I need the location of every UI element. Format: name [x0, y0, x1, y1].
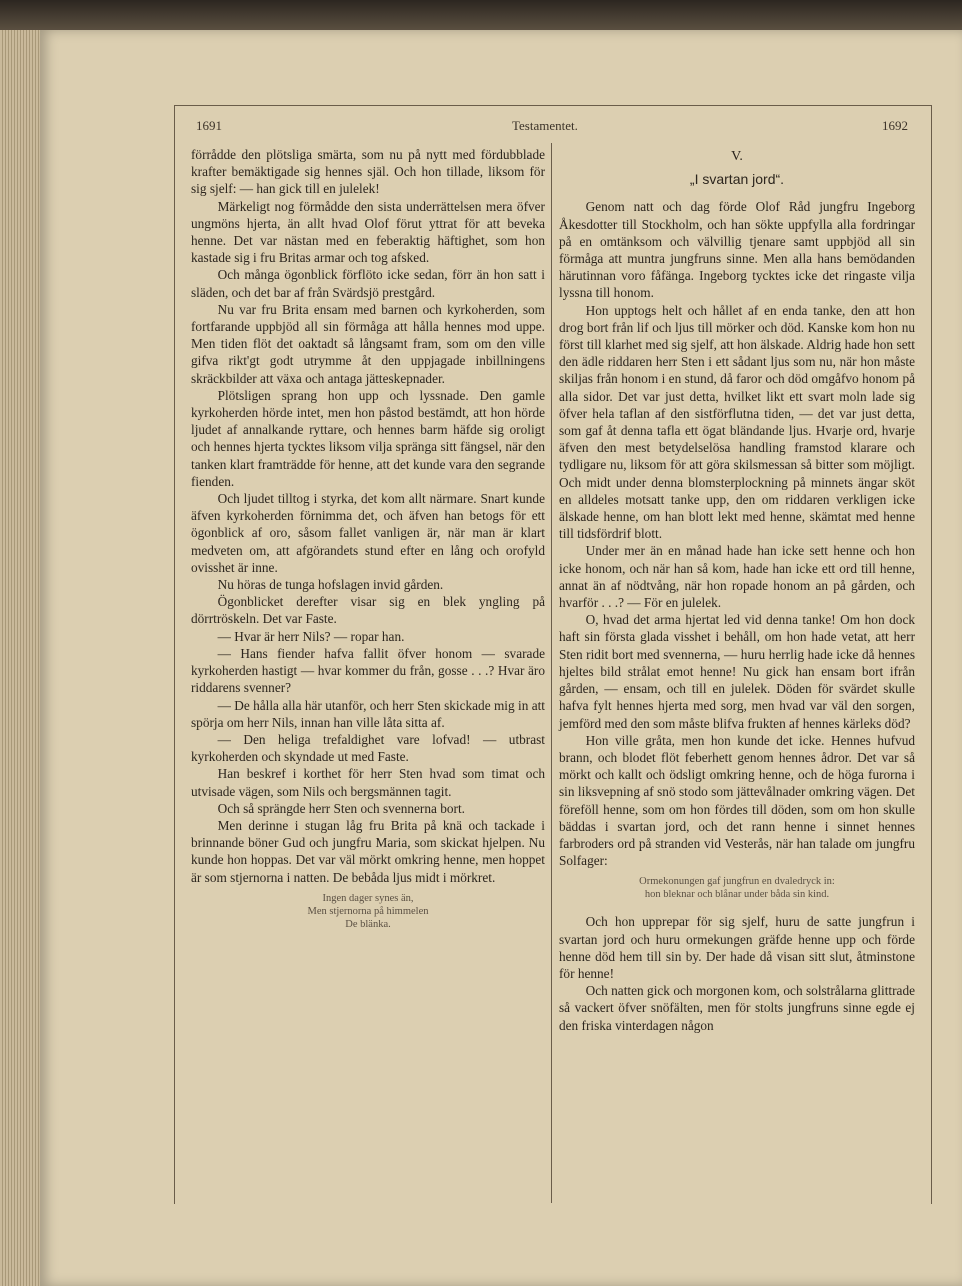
verse-line: Men stjernorna på himmelen — [307, 905, 429, 917]
paragraph: Och många ögonblick förflöto icke sedan, förr än hon satt i släden, och det bar af från Svärdsjö prestgård. — [191, 267, 545, 300]
left-column — [191, 146, 545, 943]
column-divider — [551, 143, 552, 1203]
paragraph: Ögonblicket derefter visar sig en blek yngling på dörrtröskeln. Det var Faste. — [191, 594, 545, 627]
running-title: Testamentet. — [512, 118, 578, 133]
paragraph: förrådde den plötsliga smärta, som nu på nytt med fördubblade krafter bemäktigade sig hennes själ. Och hon tillade, liksom för sig sjelf: — han gick till en julelek! — [191, 147, 545, 197]
paragraph: Och ljudet tilltog i styrka, det kom allt närmare. Snart kunde äfven kyrkoherden förnimma det, och äfven han betogs för ett ögonblick af oro, såsom fallet vanligen är, när man är klart medveten om, att afgörandets stund efter en lång och orofyld ovisshet är inne. — [191, 491, 545, 575]
paragraph: — Hvar är herr Nils? — ropar han. — [217, 628, 405, 644]
page-stack-edge — [0, 30, 40, 1286]
paragraph: Under mer än en månad hade han icke sett henne och hon icke honom, och när han så kom, hade han icke ett ord till henne, annat än af nödtvång, när hon ropade honom an på gården, och hvarför . . .? — För en julelek. — [559, 543, 915, 611]
verse-line: Ingen dager synes än, — [322, 892, 414, 904]
paragraph: Plötsligen sprang hon upp och lyssnade. Den gamle kyrkoherden hörde intet, men hon påstod bestämdt, att hon hörde ljudet af annalkande ryttare, och hennes barm häfde sig oroligt och hennes hjerta tycktes liksom vilja spränga sitt fängsel, när den tanken klart framträdde för henne, att det kunde vara den segrande fienden. — [191, 387, 545, 489]
page-number-right: 1692 — [882, 118, 908, 133]
paragraph: Och natten gick och morgonen kom, och solstrålarna glittrade så vackert öfver snöfälten, men för stolts jungfruns sinne egde ej den friska vinterdagen någon — [559, 983, 915, 1033]
book-top-edge — [0, 0, 962, 30]
paragraph: Nu höras de tunga hofslagen invid gården. — [217, 577, 444, 593]
verse-quote — [559, 875, 915, 901]
paragraph: Märkeligt nog förmådde den sista underrättelsen mera öfver ungmöns hjerta, än allt hvad Olof förut yttrat för att beveka henne. Det var nästan med en feberaktig häftighet, som hon kastade sig i fru Britas armar och tog afsked. — [191, 198, 545, 266]
paragraph: — Den heliga trefaldighet vare lofvad! — utbrast kyrkoherden och skyndade ut med Faste. — [191, 731, 545, 765]
verse-line: De blänka. — [345, 918, 391, 930]
paragraph: O, hvad det arma hjertat led vid denna tanke! Om hon dock haft sin första glada visshet i behåll, om hon hade vetat, att herr Sten ridit bort med svennerna, — huru herrlig hade icke då hennes hjeltes bild strålat emot henne! Nu gick han ensam bort ifrån gården, — ensam, och till en julelek. Döden för svärdet skulle hafva fylt hennes hjerta med sorg, men hvad var väl den sorgen, jemförd med den som måste blifva frukten af hennes kärleks död? — [559, 612, 915, 731]
paragraph: Och så sprängde herr Sten och svennerna bort. — [217, 800, 465, 816]
paragraph: Nu var fru Brita ensam med barnen och kyrkoherden, som fortfarande uppbjöd all sin förmåga att hålla hennes mod uppe. Men tiden flöt det oaktadt så långsamt fram, som om den ville gifva rikt'gt godt utrymme åt den uppjagade inbillningens skräckbilder att växa och antaga jätteskepnader. — [191, 301, 545, 386]
page-number-left: 1691 — [196, 118, 222, 133]
verse-line: Ormekonungen gaf jungfrun en dvaledryck in: — [639, 876, 835, 888]
right-column — [559, 146, 915, 1034]
paragraph: Genom natt och dag förde Olof Råd jungfru Ingeborg Åkesdotter till Stockholm, och han sökte uppfylla alla fordringar på en omtänksom och välvillig tjenare samt uppbjöd all sin förmåga att muntra jungfruns sinne. Men alla hans bemödanden härutinnan voro fåfänga. Ingeborg tycktes icke det ringaste vilja lyssna till honom. — [559, 199, 915, 301]
paragraph: Hon ville gråta, men hon kunde det icke. Hennes hufvud brann, och blodet flöt feberhett genom hennes ådror. Det var så mörkt och kallt och ödsligt omkring henne, och de höga furorna i sin liksvepning af snö stodo som jättevålnader omkring vägen. Det föreföll henne, som om hon fördes till döden, som om hon skulle bäddas i svartan jord, och det rann henne i sinnet hennes farbroders ord på stranden vid Vesterås, när han talade om jungfru Solfager: — [559, 732, 915, 869]
chapter-number: V. — [731, 149, 743, 164]
verse-line: hon bleknar och blånar under båda sin kind. — [644, 889, 830, 901]
paragraph: Han beskref i korthet för herr Sten hvad som timat och utvisade vägen, som Nils och bergsmännen tagit. — [191, 766, 545, 799]
paragraph: Och hon upprepar för sig sjelf, huru de satte jungfrun i svartan jord och huru ormekungen gräfde henne upp och förde henne död hem till sin by. Der hade då visan sitt slut, åtminstone för henne! — [559, 914, 915, 981]
verse-quote — [191, 892, 545, 931]
paragraph: — Hans fiender hafva fallit öfver honom — svarade kyrkoherden hastigt — hvar kommer du från, gosse . . .? Hvar äro riddarens svenner? — [191, 645, 545, 696]
paragraph: — De hålla alla här utanför, och herr Sten skickade mig in att spörja om herr Nils, innan han ville låta sitta af. — [191, 697, 545, 730]
paragraph: Hon upptogs helt och hållet af en enda tanke, den att hon drog bort från lif och ljus till mörker och död. Kanske kom hon nu först till klarhet med sig sjelf, att hon älskade. Aldrig hade hon sett den ädle riddaren herr Sten i ett sådant ljus som nu, när hon måste skiljas från honom i en stund, då faror och död omgåfvo honom på alla sidor. Det var just detta, hvilket likt ett svart moln lade sig öfver hela taflan af den sistförflutna tiden, — det var just detta, som gaf åt denna tafla ett ögat bländande ljus. Hvarje ord, hvarje äfven den mest betydelselösa handling framstod klarare och tydligare nu, liksom för att göra skilsmessan så bitter som möjligt. Och midt under denna blomsterplockning på minnets ängar sköt en alldeles motsatt tanke upp, den om riddaren verkligen icke älskade henne, om han blott lekt med henne, skämtat med henne till tidsfördrif blott. — [559, 302, 915, 542]
chapter-title: „I svartan jord“. — [689, 171, 785, 188]
paragraph: Men derinne i stugan låg fru Brita på knä och tackade i brinnande böner Gud och jungfru Maria, som skickat hjelpen. Nu kunde hon hoppas. Det var väl mörkt omkring henne, men hoppet är som stjernorna i natten. De bebåda ljus midt i mörkret. — [191, 817, 545, 885]
